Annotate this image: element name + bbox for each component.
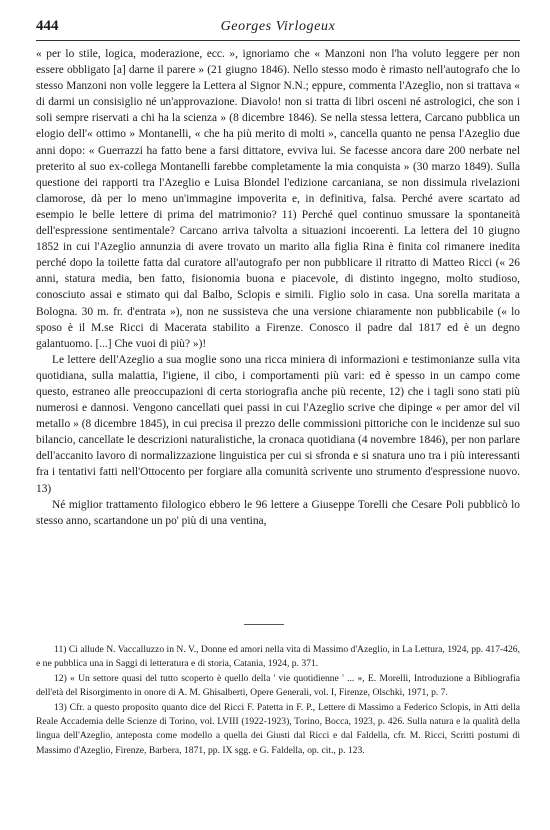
paragraph-3: Né miglior trattamento filologico ebbero le 96 lettere a Giuseppe Torelli che Cesare Poli pubblicò lo stesso anno, scartandone un po' più di una ventina, [36,498,520,527]
main-text [36,46,520,529]
footnote-12: 12) « Un settore quasi del tutto scoperto è quello della ' vie quotidienne ' ... », E. Morelli, Introduzione a Bibliografia dell'età del Risorgimento in onore di A. M. Ghisalberti, Opere Generali, vol. I, Firenze, Olschki, 1971, p. 7. [36,672,520,699]
header-rule [36,40,520,41]
paragraph-2: Le lettere dell'Azeglio a sua moglie sono una ricca miniera di informazioni e testimonianze sulla vita quotidiana, sulla malattia, l'igiene, il cibo, i comportamenti più vari: ed è spesso in un campo come questo, estraneo alle preoccupazioni di certa storiografia anche più recente, 12) che i tagli sono stati più numerosi e dannosi. Vengono cancellati quei passi in cui l'Azeglio scrive che dipinge « per amor del vil metallo » (8 dicembre 1845), in cui precisa il prezzo delle commissioni pittoriche con le incidenze sul suo bilancio, cancellate le descrizioni naturalistiche, la cronaca quotidiana (4 novembre 1846), per non parlare dell'accanito lavoro di normalizzazione linguistica per cui si sfronda e si snatura uno tra i più interessanti fra i tentativi fatti nell'Ottocento per forgiare alla comunità scrivente uno strumento d'espressione nuovo. 13) [36,353,520,495]
page-number: 444 [36,18,59,34]
page-header [36,18,520,38]
paragraph-1: « per lo stile, logica, moderazione, ecc. », ignoriamo che « Manzoni non l'ha voluto leggere per non essere obbligato [a] darne il parere » (21 giugno 1846). Nello stesso modo è rimasto nell'autografo che lo stesso Manzoni non volle leggere la Lettera al Signor N.N.; eppure, commenta l'Azeglio, non si trattava « di darmi un consisiglio né un'approvazione. Diavolo! non si tratta di libri osceni né astrologici, che son i soli sempre riservati a chi ha la scienza » (8 dicembre 1846). Se nella stessa lettera, Carcano pubblica un elogio dell'« ottimo » Montanelli, « che ha più merito di molti », cancella quanto ne pensa l'Azeglio due anni dopo: « Guerrazzi ha fatto bene a farsi dittatore, evviva lui. Se facesse ancora dare 200 nerbate nel preterito al suo ex-collega Montanelli farebbe completamente la mia conquista » (30 marzo 1849). Sulla questione dei rapporti tra l'Azeglio e Luisa Blondel l'edizione carcaniana, se non dissimula rivelazioni clamorose, dà per lo meno un'immagine impoverita e, in definitiva, falsa. Perché avere scartato ad esempio le belle lettere di prima del matrimonio? 11) Perché quel continuo smussare la spontaneità dell'espressione sentimentale? Carcano arriva talvolta a situazioni incoerenti. La lettera del 10 giugno 1852 in cui l'Azeglio annunzia di avere trovato un marito alla figlia Rina è finita col rimanere inedita perché dopo la toilette fatta dal curatore all'autografo per non pubblicare il ritratto di Matteo Ricci (« 26 anni, statura media, ben fatto, fisionomia buona e piacevole, di distinto ingegno, molto studioso, conosciuto assai e stimato qui dal Balbo, Sclopis e simili. Figlio solo in casa. Una sorella maritata a Bologna. 30 m. fr. d'entrata »), non ne sussisteva che una versione chiaramente non pubblicabile (« lo sposo è il M.se Ricci di Macerata stabilito a Firenze. Conosco il padre dal 1817 ed è un degno galantuomo. [...] Che vuoi di più? »)! [36,48,520,350]
footnote-rule [244,624,284,625]
running-head: Georges Virlogeux [220,19,336,34]
footnotes [36,643,520,758]
footnote-13: 13) Cfr. a questo proposito quanto dice del Ricci F. Patetta in F. P., Lettere di Massimo a Federico Sclopis, in Atti della Reale Accademia delle Scienze di Torino, vol. LVIII (1922-1923), Torino, Bocca, 1923, p. 426. Sulla natura e la qualità della lingua dell'Azeglio, anteposta come modello a quella dei Giusti dal Ricci e dal Faldella, cfr. M. Ricci, Scritti postumi di Massimo d'Azeglio, Firenze, Barbera, 1871, pp. IX sgg. e G. Faldella, op. cit., p. 123. [36,701,520,756]
footnote-11: 11) Ci allude N. Vaccalluzzo in N. V., Donne ed amori nella vita di Massimo d'Azeglio, in La Lettura, 1924, pp. 417-426, e ne pubblica una in Saggi di letteratura e di storia, Catania, 1924, p. 371. [36,644,520,670]
